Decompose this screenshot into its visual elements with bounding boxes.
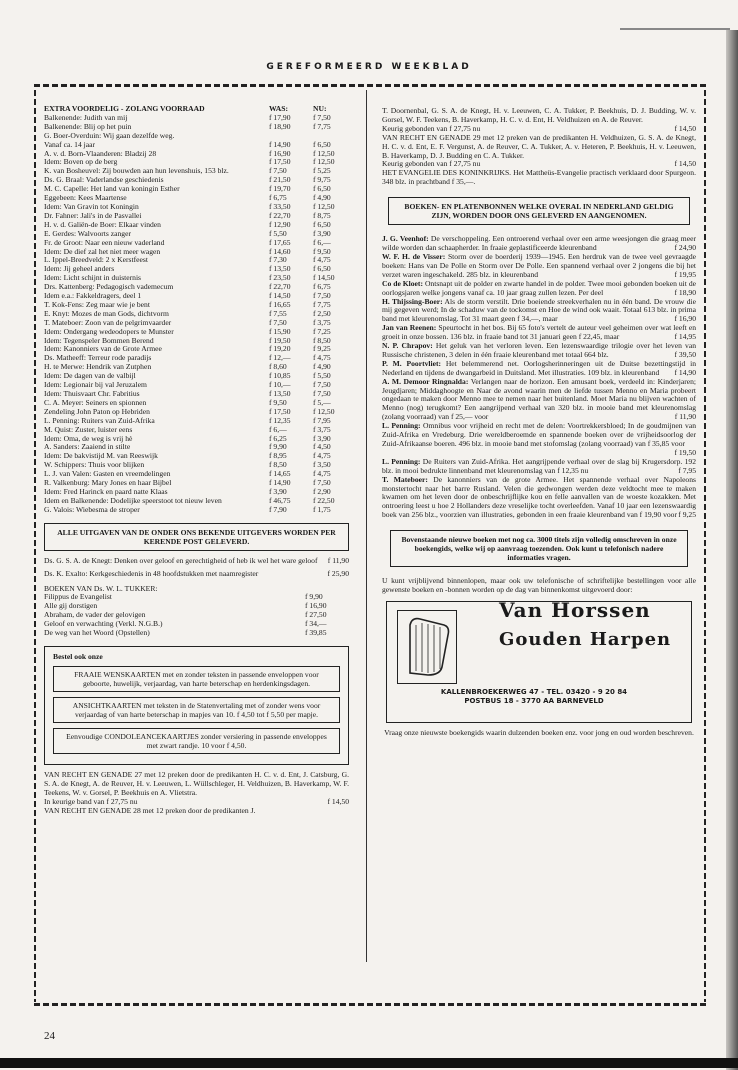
knegt-entry	[44, 557, 349, 566]
offer-title: T. Mateboer: Zoon van de pelgrimvaarder	[44, 317, 172, 327]
review-entry	[382, 360, 696, 378]
offer-nu-price: f 4,90	[313, 362, 331, 372]
offer-nu-price: f 3,90	[313, 433, 331, 443]
genade29-price: f 14,50	[674, 159, 696, 169]
offer-title: L. J. van Valen: Gasten en vreemdelingen	[44, 469, 171, 479]
offer-title: L. Penning: Ruiters van Zuid-Afrika	[44, 415, 155, 425]
col-was: WAS:	[269, 104, 288, 113]
review-author: L. Penning:	[382, 421, 421, 431]
scan-shade	[620, 28, 730, 30]
offer-nu-price: f 7,50	[313, 478, 331, 488]
offer-title: Balkenende: Blij op het puin	[44, 121, 132, 131]
shop-advert	[386, 597, 692, 723]
genade27-price: f 14,50	[327, 796, 349, 806]
knegt-text: Ds. G. S. A. de Knegt: Denken over geloof en gerechtigheid of heb ik wel het ware geloof	[44, 555, 318, 565]
review-price: f 39,50	[674, 349, 696, 359]
offer-was-price: f 19,50	[269, 335, 291, 345]
offer-nu-price: f 7,75	[313, 299, 331, 309]
review-author: N. P. Chrapov:	[382, 341, 433, 351]
offer-was-price: f 9,50	[269, 397, 287, 407]
offer-nu-price: f 4,75	[313, 469, 331, 479]
review-author: H. Thijssing-Boer:	[382, 296, 443, 306]
offer-nu-price: f 3,50	[313, 460, 331, 470]
review-price: f 14,95	[674, 332, 696, 342]
offer-nu-price: f 12,50	[313, 148, 335, 158]
shop-address	[397, 688, 671, 706]
offer-was-price: f 3,90	[269, 486, 287, 496]
review-price: f 19,95	[674, 269, 696, 279]
offer-title: Ds. Matheeff: Terreur rode paradijs	[44, 353, 152, 363]
review-text: De verschoppeling. Een ontroerend verhaal over een arme weesjongen die graag meer wilde worden dan schaapherder. In fraaie geplastificeerde kleurenband	[382, 234, 696, 253]
offer-nu-price: f 6,50	[313, 139, 331, 149]
offer-nu-price: f 6,50	[313, 219, 331, 229]
offer-nu-price: f 12,50	[313, 201, 335, 211]
offer-was-price: f 18,90	[269, 121, 291, 131]
offer-nu-price: f 2,50	[313, 308, 331, 318]
bestel-title: Bestel ook onze	[53, 651, 103, 661]
offer-was-price: f 9,90	[269, 442, 287, 452]
offer-title: Idem: De dief zal het niet meer wagen	[44, 246, 161, 256]
tukker-price: f 27,50	[305, 610, 327, 620]
offer-title: Eggebeen: Kees Maartense	[44, 193, 127, 203]
offer-title: Idem: Tegenspeler Bommen Berend	[44, 335, 154, 345]
offer-nu-price: f 5,—	[313, 397, 331, 407]
column-separator	[366, 90, 367, 962]
offer-nu-price: f 4,90	[313, 193, 331, 203]
offer-was-price: f 7,30	[269, 255, 287, 265]
offer-nu-price: f 6,50	[313, 184, 331, 194]
offer-was-price: f 13,50	[269, 264, 291, 274]
tukker-title: Filippus de Evangelist	[44, 592, 112, 602]
offer-title: T. Kok-Fens: Zeg maar wie je bent	[44, 299, 150, 309]
offer-nu-price: f 3,90	[313, 228, 331, 238]
offer-was-price: f 23,50	[269, 273, 291, 283]
page-number: 24	[44, 1030, 55, 1042]
review-text: Speurtocht in het bos. Bij 65 foto's vertelt de auteur veel geheimen over wat leeft en groeit in onze bossen. 136 blz. in fraaie band tot 31 januari geen f 22,45, maar	[382, 323, 696, 342]
review-entry	[382, 378, 696, 423]
offer-was-price: f 14,50	[269, 291, 291, 301]
offer-was-price: f 14,90	[269, 139, 291, 149]
offer-was-price: f 17,65	[269, 237, 291, 247]
offer-title: Idem: Licht schijnt in duisternis	[44, 273, 142, 283]
genade28-start: VAN RECHT EN GENADE 28 met 12 preken door de predikanten J.	[44, 805, 256, 815]
scan-bottom-edge	[0, 1058, 738, 1068]
tukker-row	[44, 629, 349, 638]
reviews	[382, 235, 696, 520]
knegt-price: f 11,90	[327, 555, 349, 565]
offer-was-price: f 19,20	[269, 344, 291, 354]
exalto-entry	[44, 570, 349, 579]
offer-nu-price: f 12,50	[313, 157, 335, 167]
review-entry	[382, 324, 696, 342]
offer-was-price: f 21,50	[269, 175, 291, 185]
offer-was-price: f 22,70	[269, 210, 291, 220]
tukker-price: f 39,85	[305, 628, 327, 638]
left-border	[34, 90, 36, 1002]
review-price: f 18,90	[674, 287, 696, 297]
offer-title: G. Valois: Wiebesma de stroper	[44, 504, 140, 514]
offer-nu-price: f 7,95	[313, 415, 331, 425]
left-column	[44, 105, 349, 815]
offer-was-price: f 14,60	[269, 246, 291, 256]
offer-title: Zendeling John Paton op Hebriden	[44, 406, 150, 416]
bottom-border	[34, 1003, 706, 1006]
offer-title: Drs. Kattenberg: Pedagogisch vademecum	[44, 282, 174, 292]
offer-nu-price: f 7,50	[313, 380, 331, 390]
offer-title: E. Gerdes: Walvoorts zanger	[44, 228, 131, 238]
review-price: f 16,90	[674, 314, 696, 324]
offer-title: Idem en Balkenende: Dodelijke speerstoot tot nieuw leven	[44, 495, 222, 505]
offer-row	[44, 506, 349, 515]
offer-was-price: f 17,90	[269, 112, 291, 122]
offer-title: M. Quist: Zuster, luister eens	[44, 424, 133, 434]
genade29-price-text: Keurig gebonden van f 27,75 nu	[382, 159, 481, 169]
exalto-price: f 25,90	[327, 568, 349, 578]
exalto-text: Ds. K. Exalto: Kerkgeschiedenis in 48 hoofdstukken met naamregister	[44, 568, 259, 578]
offer-title: Vanaf ca. 14 jaar	[44, 139, 96, 149]
offer-was-price: f 13,50	[269, 389, 291, 398]
offer-nu-price: f 4,75	[313, 353, 331, 363]
bonnen-box: BOEKEN- EN PLATENBONNEN WELKE OVERAL IN NEDERLAND GELDIG ZIJN, WORDEN DOOR ONS GELEVERD EN AANGENOMEN.	[388, 197, 690, 225]
offer-nu-price: f 7,25	[313, 326, 331, 336]
genade29-text: VAN RECHT EN GENADE 29 met 12 preken van de predikanten H. Veldhuizen, G. S. A. de Knegt, H. C. v. d. Ent, E. F. Vergunst, A. de Reuver, C. A. Tukker, A. v. Heteren, P. Beekhuis, H. v. Leeuwen, B. Haverkamp, D. J. Budding en C. A. Tukker.	[382, 132, 696, 160]
offer-title: Idem: Ondergang wedeodopers te Munster	[44, 326, 174, 336]
offer-was-price: f 17,50	[269, 406, 291, 416]
offer-was-price: f 12,—	[269, 353, 291, 363]
review-price: f 7,95	[678, 465, 696, 475]
tukker-heading: BOEKEN VAN Ds. W. L. TUKKER:	[44, 583, 158, 593]
offer-was-price: f 12,35	[269, 415, 291, 425]
offer-nu-price: f 9,25	[313, 344, 331, 354]
review-entry	[382, 342, 696, 360]
offer-title: Idem: Van Gravin tot Koningin	[44, 201, 139, 211]
shop-address-line1: KALLENBROEKERWEG 47 - TEL. 03420 - 9 20 84	[440, 687, 628, 696]
offer-title: E. Knyt: Mozes de man Gods, dichtvorm	[44, 308, 169, 318]
offer-title: Idem: Oma, de weg is vrij hè	[44, 433, 133, 443]
offer-nu-price: f 2,90	[313, 486, 331, 496]
offer-title: A. Sanders: Zaaiend in stilte	[44, 442, 131, 452]
offer-nu-price: f 4,75	[313, 451, 331, 461]
review-price: f 19,50	[674, 447, 696, 457]
offer-nu-price: f 7,50	[313, 291, 331, 301]
offers-body	[44, 114, 349, 515]
col-nu: NU:	[313, 104, 327, 113]
offers-table	[44, 105, 349, 515]
titles-box: Bovenstaande nieuwe boeken met nog ca. 3000 titels zijn volledig omschreven in onze boekengids, welke wij op aanvraag toezenden. Ook kunt u telefonisch nadere informaties vragen.	[390, 530, 688, 567]
right-border	[704, 90, 706, 1002]
offer-title: M. C. Capelle: Het land van koningin Esther	[44, 184, 180, 194]
offer-title: Idem: De bakvistijd M. van Reeswijk	[44, 451, 158, 461]
review-entry	[382, 458, 696, 476]
offer-was-price: f 10,—	[269, 380, 291, 390]
offers-title: EXTRA VOORDELIG - ZOLANG VOORRAAD	[44, 104, 205, 113]
offer-title: Idem: Jij geheel anders	[44, 264, 115, 274]
page-header: GEREFORMEERD WEEKBLAD	[266, 62, 472, 72]
offer-was-price: f 16,65	[269, 299, 291, 309]
offer-nu-price: f 6,—	[313, 237, 331, 247]
genade28-price: f 14,50	[674, 123, 696, 133]
offer-was-price: f 6,—	[269, 424, 287, 434]
visit-text: U kunt vrijblijvend binnenlopen, maar ook uw telefonische of schriftelijke bestellingen voor alle gewenste boeken en -bonnen worden op de dag van binnenkomst uitgevoerd door:	[382, 576, 696, 595]
review-price: f 11,90	[674, 412, 696, 422]
harp-logo	[397, 610, 457, 684]
offer-was-price: f 14,65	[269, 469, 291, 479]
tukker-price: f 34,—	[305, 619, 327, 629]
offer-nu-price: f 7,75	[313, 121, 331, 131]
offer-title: A. v. d. Born-Vlaanderen: Bladzij 28	[44, 148, 157, 158]
offer-nu-price: f 7,50	[313, 112, 331, 122]
tukker-table	[44, 593, 349, 638]
offer-title: Fr. de Groot: Naar een nieuw vaderland	[44, 237, 165, 247]
tukker-title: Abraham, de vader der gelovigen	[44, 610, 146, 620]
shop-name-line1: Van Horssen	[499, 597, 651, 622]
postfree-box: ALLE UITGAVEN VAN DE ONDER ONS BEKENDE UITGEVERS WORDEN PER KERENDE POST GELEVERD.	[44, 523, 349, 551]
offer-was-price: f 6,25	[269, 433, 287, 443]
review-text: Verlangen naar de horizon. Een amusant boek, verdeeld in: Kinderjaren; Jeugdjaren; Middaghoogte en Naar de avond waarin men de liefde tussen Menno en Maria probeert ongedaan te maken door Menno mee te nemen naar het buitenland. Moet Maria nu blijven wachten of Menno (nog) terugkomt? Een aangrijpend verhaal van 320 blz. in mooie band met kleurenomslag (zolang voorraad) van f 25,— voor	[382, 376, 696, 422]
offer-title: H. te Merwe: Hendrik van Zutphen	[44, 362, 152, 372]
bestel-box	[44, 646, 349, 765]
genade27-text: VAN RECHT EN GENADE 27 met 12 preken door de predikanten H. C. v. d. Ent, J. Catsburg, G. S. A. de Knegt, A. de Reuver, H. v. Leeuwen, L. Wüllschleger, H. Veldhuizen, B. Haverkamp, W. F. Teekens, W. v. Gorsel, P. Beekhuis en A. Vlietstra.	[44, 769, 349, 797]
offer-title: Idem: Kanonniers van de Grote Armee	[44, 344, 162, 354]
harp-icon	[398, 611, 456, 683]
offer-was-price: f 12,90	[269, 219, 291, 229]
offer-nu-price: f 9,75	[313, 175, 331, 185]
offer-title: Idem: De dagen van de valbijl	[44, 371, 136, 381]
offer-title: Idem e.a.: Fakkeldragers, deel 1	[44, 291, 142, 301]
bestel-wenskaarten: FRAAIE WENSKAARTEN met en zonder teksten in passende enveloppen voor geboorte, huwelijk, verjaardag, van harte beterschap en herdenkingsdagen.	[53, 666, 340, 692]
offer-was-price: f 15,90	[269, 326, 291, 336]
evangelie-text: HET EVANGELIE DES KONINKRIJKS. Het Mattheüs-Evangelie practisch verklaard door Spurgeon. 348 blz. in prachtband f 35,—.	[382, 168, 696, 187]
bestel-ansichtkaarten: ANSICHTKAARTEN met teksten in de Statenvertaling met of zonder wens voor verjaardag of van harte beterschap in mapjes van 10. f 4,50 tot f 5,50 per mapje.	[53, 697, 340, 723]
review-author: Co de Kloet:	[382, 278, 423, 288]
review-entry	[382, 422, 696, 458]
review-text: Omnibus voor vrijheid en recht met de delen: Voortrekkersbloed; In de goudmijnen van Zuid-Afrika en Vredeburg. Drie wereldberoemde en spannende boeken over de vrijheidsoorlog der Zuid-Afrikaanse boeren. 496 blz. in mooie band met stofomslag (zolang voorraad) van f 35,85 voor	[382, 421, 697, 448]
offer-nu-price: f 6,50	[313, 264, 331, 274]
offer-nu-price: f 3,75	[313, 317, 331, 327]
tukker-price: f 9,90	[305, 592, 323, 602]
top-border	[34, 84, 706, 87]
offer-title: C. A. Meyer: Seiners en spionnen	[44, 397, 147, 407]
review-text: Als de storm verstilt. Drie boeiende streekverhalen nu in één band. De vrouw die mij gegeven werd; In de schaduw van de tockomst en Hoe de wind ook waait. Totaal 613 blz. in prima band met kleurenomslag. Tot 31 maart geen f 34,—, maar	[382, 296, 696, 324]
offer-nu-price: f 8,75	[313, 210, 331, 220]
review-price: f 14,90	[674, 367, 696, 377]
offer-title: K. van Bosheuvel: Zij bouwden aan hun levenshuis, 153 blz.	[44, 166, 229, 176]
offer-title: H. v. d. Galiën-de Boer: Elkaar vinden	[44, 219, 161, 229]
genade28-price-text: Keurig gebonden van f 27,75 nu	[382, 123, 481, 133]
offer-nu-price: f 9,50	[313, 246, 331, 256]
offer-nu-price: f 12,50	[313, 406, 335, 416]
review-entry	[382, 298, 696, 325]
review-text: Ontsnapt uit de polder en zwarte handel in de polder. Twee mooi gebonden boeken uit de oorlogsjaren welke jongens vanaf ca. 10 jaar graag zullen lezen. Per deel	[382, 278, 696, 297]
tukker-body	[44, 593, 349, 638]
offer-title: G. Boer-Overduin: Wij gaan dezelfde weg.	[44, 130, 175, 140]
offer-was-price: f 7,90	[269, 504, 287, 514]
offer-title: R. Valkenburg: Mary Jones en haar Bijbel	[44, 478, 172, 488]
offer-title: Balkenende: Judith van mij	[44, 112, 128, 122]
offer-nu-price: f 1,75	[313, 504, 331, 514]
tukker-title: Geloof en verwachting (Verkl. N.G.B.)	[44, 619, 163, 629]
offer-was-price: f 6,75	[269, 193, 287, 203]
offer-was-price: f 8,50	[269, 460, 287, 470]
offer-nu-price: f 7,50	[313, 389, 331, 398]
shop-address-line2: POSTBUS 18 - 3770 AA BARNEVELD	[464, 696, 604, 705]
offer-was-price: f 16,90	[269, 148, 291, 158]
review-author: T. Mateboer:	[382, 474, 428, 484]
offer-was-price: f 17,50	[269, 157, 291, 167]
offer-nu-price: f 3,75	[313, 424, 331, 434]
offer-nu-price: f 4,50	[313, 442, 331, 452]
scan-edge	[726, 30, 738, 1070]
tukker-price: f 16,90	[305, 601, 327, 611]
review-entry	[382, 253, 696, 280]
review-text: De Ruiters van Zuid-Afrika. Het aangrijpende verhaal over de slag bij Krugersdorp. 192 blz. in mooi bedrukte linnenband met kleurenomslag van f 12,35 nu	[382, 456, 696, 475]
offer-nu-price: f 22,50	[313, 495, 335, 505]
offer-title: Idem: Boven op de berg	[44, 157, 118, 167]
offer-was-price: f 10,85	[269, 371, 291, 381]
offer-title: Ds. G. Braal: Vaderlandse geschiedenis	[44, 175, 164, 185]
genade27-price-text: In keurige band van f 27,75 nu	[44, 796, 138, 806]
review-text: De kanonniers van de grote Armee. Het spannende verhaal over Napoleons monstertocht naar het barre Rusland. Velen die gedwongen werden deze veldtocht mee te maken kwamen om het leven door de onbeschrijflijke kou en felle aanvallen van de woeste kozakken. Met ontroering leest u hoe 2 Hollanders deze vreselijke tocht overleefden. Vanaf 10 jaar een lezenswaardig boek van 256 blz., voorzien van illustraties, gebonden in een fraaie kleurenband van f 19,90 voor	[382, 474, 696, 520]
right-column	[382, 107, 696, 738]
offer-nu-price: f 14,50	[313, 273, 335, 283]
review-author: J. G. Veenhof:	[382, 234, 429, 244]
offer-was-price: f 19,70	[269, 184, 291, 194]
offer-nu-price: f 6,75	[313, 282, 331, 292]
review-entry	[382, 476, 696, 521]
tukker-title: De weg van het Woord (Opstellen)	[44, 628, 150, 638]
offer-nu-price: f 5,25	[313, 166, 331, 176]
offer-title: Idem: Legionair bij val Jeruzalem	[44, 380, 147, 390]
review-author: L. Penning:	[382, 456, 421, 466]
offer-was-price: f 7,50	[269, 317, 287, 327]
tukker-title: Alle gij dorstigen	[44, 601, 98, 611]
review-entry	[382, 280, 696, 298]
offer-title: Idem: Fred Harinck en paard natte Klaas	[44, 486, 168, 496]
review-text: Storm over de boerderij 1939—1945. Een herdruk van de twee veel gevraagde boeken: Hans van De Polle en Storm over De Polle. Een spannend verhaal over 2 jongens die bij het verzet waren ingeschakeld. 285 blz. in kleurenband	[382, 251, 696, 279]
offer-nu-price: f 4,75	[313, 255, 331, 265]
offer-title: Idem: Thuisvaart Chr. Fabritius	[44, 389, 140, 398]
offer-was-price: f 22,70	[269, 282, 291, 292]
offer-title: Dr. Fahner: Jali's in de Pasvallei	[44, 210, 142, 220]
offer-was-price: f 7,55	[269, 308, 287, 318]
offer-was-price: f 33,50	[269, 201, 291, 211]
review-author: A. M. Demoor Ringnalda:	[382, 376, 469, 386]
offer-was-price: f 8,60	[269, 362, 287, 372]
offer-was-price: f 14,90	[269, 478, 291, 488]
review-text: Het geluk van het verloren leven. Een lezenswaardige trilogie over het leven van Russische christenen, 3 delen in één fraaie kleurenband met totaal 664 blz.	[382, 341, 696, 359]
review-price: f 24,90	[674, 243, 696, 253]
offer-title: W. Schippers: Thuis voor blijken	[44, 460, 145, 470]
offer-nu-price: f 8,50	[313, 335, 331, 345]
offer-title: L. Ippel-Breedveld: 2 x Kerstfeest	[44, 255, 148, 265]
offer-was-price: f 46,75	[269, 495, 291, 505]
genade28-cont: T. Doornenbal, G. S. A. de Knegt, H. v. Leeuwen, C. A. Tukker, P. Beekhuis, D. J. Budding, W. v. Gorsel, W. F. Teekens, B. Haverkamp, H. C. v. d. Ent, H. Veldhuizen en A. de Reuver.	[382, 106, 696, 124]
review-entry	[382, 235, 696, 253]
offer-was-price: f 8,95	[269, 451, 287, 461]
offer-was-price: f 5,50	[269, 228, 287, 238]
shop-name-line2: Gouden Harpen	[499, 628, 672, 650]
offer-was-price: f 7,50	[269, 166, 287, 176]
review-author: Jan van Reenen:	[382, 323, 437, 333]
review-text: Het belemmerend net. Oorlogsherinneringen uit de Duitse bezettingstijd in Nederland en tijdens de dwangarbeid in Duitsland. Met illustraties. 109 blz. in kleurenband	[382, 358, 696, 377]
review-author: P. M. Poortvliet:	[382, 358, 442, 368]
footer-text: Vraag onze nieuwste boekengids waarin dulzenden boeken enz. voor jong en oud worden beschreven.	[384, 727, 694, 737]
review-author: W. F. H. de Visser:	[382, 251, 446, 261]
offer-nu-price: f 5,50	[313, 371, 331, 381]
review-price: f 9,25	[678, 510, 696, 520]
bestel-condoleance: Eenvoudige CONDOLEANCEKAARTJES zonder versiering in passende enveloppes met zwart randje. 10 voor f 4,50.	[53, 728, 340, 754]
